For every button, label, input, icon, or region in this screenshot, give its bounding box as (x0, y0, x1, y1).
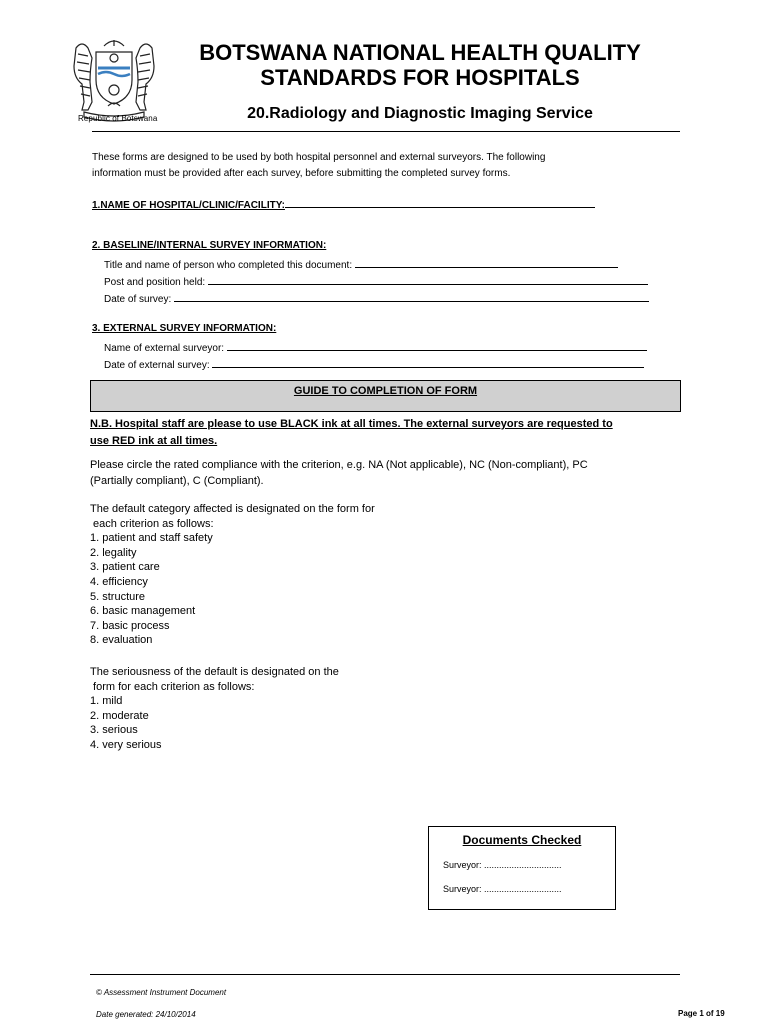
crest-caption: Republic of Botswana (78, 114, 158, 123)
compliance-instruction-line-2: (Partially compliant), C (Compliant). (90, 475, 264, 487)
compliance-instruction-line-1: Please circle the rated compliance with the criterion, e.g. NA (Not applicable), NC (Non-compliant), PC (90, 459, 588, 471)
list-item: 6. basic management (90, 605, 196, 618)
list-item: 1. mild (90, 695, 123, 708)
document-title (150, 40, 690, 90)
list-item: 8. evaluation (90, 634, 153, 647)
footer-date-generated: Date generated: 24/10/2014 (96, 1010, 196, 1019)
coat-of-arms-logo (64, 36, 164, 122)
section-2-heading: 2. BASELINE/INTERNAL SURVEY INFORMATION: (92, 240, 327, 251)
section-1-label: 1.NAME OF HOSPITAL/CLINIC/FACILITY: (92, 200, 285, 211)
survey-date-row (104, 292, 649, 305)
external-date-field[interactable] (212, 358, 644, 368)
compliance-instruction (90, 457, 690, 489)
ink-instruction (90, 416, 680, 450)
list-item: 7. basic process (90, 619, 170, 632)
list-item: 1. patient and staff safety (90, 532, 213, 545)
document-subtitle: 20.Radiology and Diagnostic Imaging Service (247, 105, 593, 122)
section-3-heading: 3. EXTERNAL SURVEY INFORMATION: (92, 323, 277, 334)
external-surveyor-label: Name of external surveyor: (104, 343, 225, 354)
ink-instruction-line-2: use RED ink at all times. (90, 435, 218, 447)
page-number: Page 1 of 19 (678, 1009, 725, 1018)
survey-date-field[interactable] (174, 292, 649, 302)
external-surveyor-field[interactable] (227, 341, 647, 351)
ink-instruction-line-1: N.B. Hospital staff are please to use BLACK ink at all times. The external surveyors are requested to (90, 418, 613, 430)
list-item: 4. efficiency (90, 575, 148, 588)
title-line-2: STANDARDS FOR HOSPITALS (260, 65, 580, 90)
intro-paragraph (92, 150, 652, 182)
position-label: Post and position held: (104, 277, 206, 288)
documents-checked-title: Documents Checked (462, 833, 582, 847)
guide-heading-box (90, 380, 681, 412)
list-item: 3. patient care (90, 561, 160, 574)
external-surveyor-row (104, 341, 647, 354)
list-item: 3. serious (90, 724, 138, 737)
external-date-row (104, 358, 644, 371)
list-item: 2. legality (90, 546, 137, 559)
guide-heading: GUIDE TO COMPLETION OF FORM (293, 385, 478, 397)
list-item: 2. moderate (90, 709, 149, 722)
completer-name-label: Title and name of person who completed this document: (104, 260, 353, 271)
intro-line-1: These forms are designed to be used by both hospital personnel and external surveyors. The following (92, 152, 546, 163)
category-intro-2: each criterion as follows: (90, 517, 214, 530)
title-line-1: BOTSWANA NATIONAL HEALTH QUALITY (199, 40, 641, 65)
list-item: 4. very serious (90, 738, 162, 751)
seriousness-list (90, 665, 339, 753)
position-row (104, 275, 648, 288)
survey-date-label: Date of survey: (104, 294, 172, 305)
facility-name-field[interactable] (285, 198, 595, 208)
completer-name-field[interactable] (355, 258, 618, 268)
documents-checked-box (428, 826, 616, 910)
surveyor-signature-1[interactable]: Surveyor: ............................... (443, 860, 562, 870)
section-1-heading (92, 198, 595, 211)
intro-line-2: information must be provided after each survey, before submitting the completed survey forms. (92, 168, 511, 179)
seriousness-intro-1: The seriousness of the default is designated on the (90, 666, 339, 678)
external-date-label: Date of external survey: (104, 360, 210, 371)
category-list (90, 502, 375, 648)
surveyor-signature-2[interactable]: Surveyor: ............................... (443, 884, 562, 894)
category-intro-1: The default category affected is designated on the form for (90, 503, 375, 515)
footer-divider (90, 974, 680, 975)
list-item: 5. structure (90, 590, 146, 603)
footer-document-name: © Assessment Instrument Document (96, 988, 227, 997)
position-field[interactable] (208, 275, 648, 285)
seriousness-intro-2: form for each criterion as follows: (90, 680, 255, 693)
completer-name-row (104, 258, 618, 271)
header-divider (92, 131, 680, 132)
